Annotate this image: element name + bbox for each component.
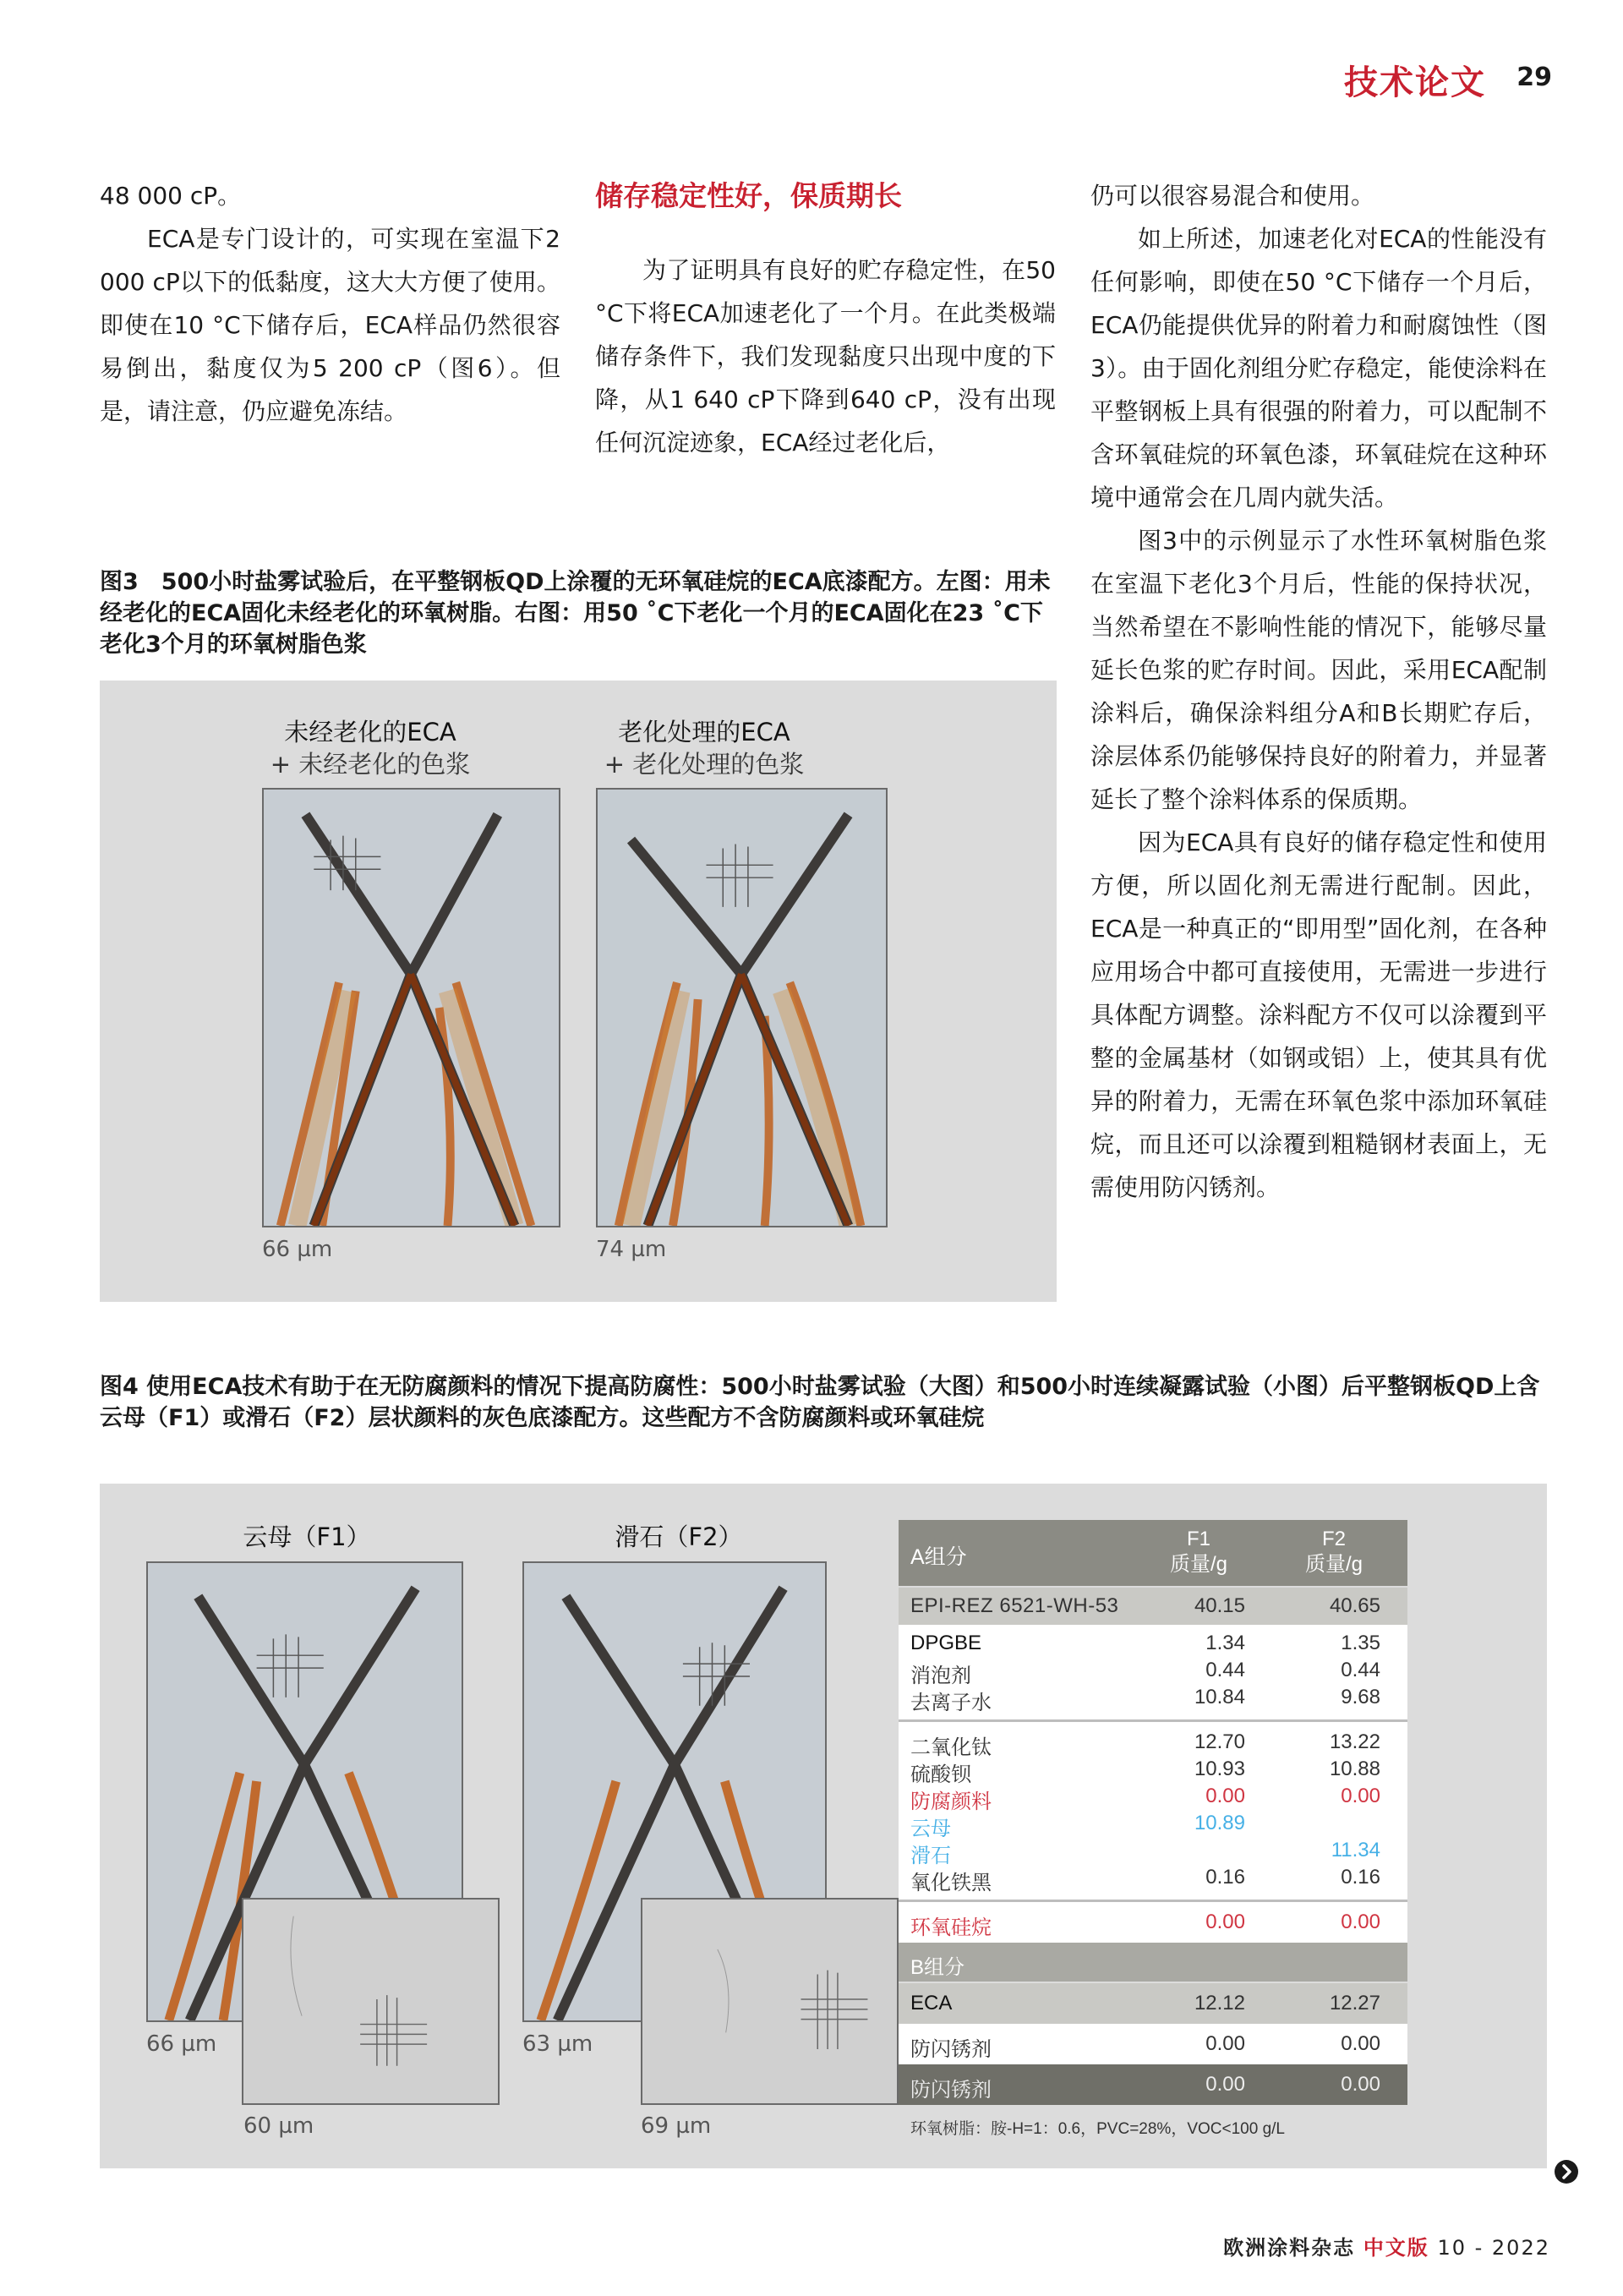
paragraph: 图3中的示例显示了水性环氧树脂色浆在室温下老化3个月后，性能的保持状况，当然希望在不影响性能的情况下，能够尽量延长色浆的贮存时间。因此，采用ECA配制涂料后，确保涂料组分A和B长期贮存后，涂层体系仍能够保持良好的附着力，并显著延长了整个涂料体系的保质期。: [1090, 527, 1547, 813]
footer: [1223, 2231, 1550, 2260]
column-f2: F2: [1321, 1528, 1346, 1550]
table-row: 消泡剂 0.44 0.44: [910, 1659, 1380, 1687]
table-row: EPI-REZ 6521-WH-53 40.15 40.65: [899, 1588, 1407, 1625]
column-unit: 质量/g: [1304, 1553, 1363, 1576]
condensation-panel-photo: [242, 1898, 500, 2105]
table-header-a: A组分: [910, 1545, 967, 1569]
column-3: [1090, 174, 1547, 1209]
section-title: 技术论文: [1344, 63, 1486, 102]
paragraph: ECA是专门设计的，可实现在室温下2 000 cP以下的低黏度，这大大方便了使用。即使在10 °C下储存后，ECA样品仍然很容易倒出，黏度仅为5 200 cP（图6）。但是，请注意，仍应避免冻结。: [100, 225, 560, 425]
figure-4-caption: 图4 使用ECA技术有助于在无防腐颜料的情况下提高防腐性：500小时盐雾试验（大图）和500小时连续凝露试验（小图）后平整钢板QD上含云母（F1）或滑石（F2）层状颜料的灰色底漆配方。这些配方不含防腐颜料或环氧硅烷: [100, 1374, 1540, 1431]
thickness-label: 60 µm: [243, 2113, 314, 2139]
figure-4-panel: [100, 1484, 1547, 2168]
column-1: [100, 174, 560, 433]
thickness-label: 69 µm: [641, 2113, 712, 2139]
condensation-panel-photo: [641, 1898, 899, 2105]
column-2: [595, 178, 1056, 464]
table-row: 防闪锈剂 0.00 0.00: [899, 2064, 1407, 2105]
corrosion-panel-photo: [262, 788, 560, 1227]
figure-3-right-label: 老化处理的ECA + 老化处理的色浆: [604, 718, 805, 779]
edition-label: 中文版: [1363, 2236, 1429, 2260]
table-group: [899, 1625, 1407, 1722]
paragraph: 如上所述，加速老化对ECA的性能没有任何影响，即使在50 °C下储存一个月后，ECA仍能提供优异的附着力和耐腐蚀性（图3）。由于固化剂组分贮存稳定，能使涂料在平整钢板上具有很强的附着力，可以配制不含环氧硅烷的环氧色漆，环氧硅烷在这种环境中通常会在几周内就失活。: [1090, 225, 1547, 511]
table-group: 二氧化钛 12.70 13.22 硫酸钡 10.93 10.88 防腐颜料 0.00 0.00 云母 10.89 滑石 11.34 氧化铁黑 0.16 0.16: [899, 1722, 1407, 1902]
formulation-table: [899, 1520, 1407, 2138]
paragraph: 因为ECA具有良好的储存稳定性和使用方便，所以固化剂无需进行配制。因此，ECA是一种真正的“即用型”固化剂，在各种应用场合中都可直接使用，无需进一步进行具体配方调整。涂料配方不仅可以涂覆到平整的金属基材（如钢或铝）上，使其具有优异的附着力，无需在环氧色浆中添加环氧硅烷，而且还可以涂覆到粗糙钢材表面上，无需使用防闪锈剂。: [1090, 828, 1547, 1201]
figure-3-panel: [100, 681, 1057, 1302]
table-header-b: B组分: [899, 1943, 1407, 1982]
thickness-label: 66 µm: [262, 1237, 333, 1262]
figure-4-f1-label: 云母（F1）: [243, 1522, 371, 1551]
thickness-label: 66 µm: [146, 2031, 217, 2057]
table-row: 环氧硅烷 0.00 0.00: [899, 1902, 1407, 1943]
column-f1: F1: [1186, 1528, 1210, 1550]
chevron-right-circle-icon[interactable]: [1554, 2159, 1579, 2184]
corrosion-panel-photo: [596, 788, 888, 1227]
figure-3-caption: 图3 500小时盐雾试验后，在平整钢板QD上涂覆的无环氧硅烷的ECA底漆配方。左图：用未经老化的ECA固化未经老化的环氧树脂。右图：用50 ˚C下老化一个月的ECA固化在23 ˚C下老化3个月的环氧树脂色浆: [100, 569, 1051, 658]
thickness-label: 74 µm: [596, 1237, 667, 1262]
issue-label: 10 - 2022: [1437, 2236, 1550, 2260]
section-heading: 储存稳定性好，保质期长: [595, 179, 902, 212]
paragraph: 仍可以很容易混合和使用。: [1090, 182, 1375, 210]
table-row: DPGBE 1.34 1.35: [910, 1632, 1380, 1654]
figure-3-left-label: 未经老化的ECA + 未经老化的色浆: [270, 718, 471, 779]
thickness-label: 63 µm: [522, 2031, 593, 2057]
table-row: 去离子水 10.84 9.68: [910, 1686, 1380, 1714]
paragraph: 为了证明具有良好的贮存稳定性，在50 °C下将ECA加速老化了一个月。在此类极端储存条件下，我们发现黏度只出现中度的下降，从1 640 cP下降到640 cP，没有出现任何沉淀迹象，ECA经过老化后，: [595, 256, 1056, 456]
magazine-name: 欧洲涂料杂志: [1223, 2236, 1356, 2260]
table-row: ECA 12.12 12.27: [899, 1983, 1407, 2024]
figure-4-f2-label: 滑石（F2）: [615, 1522, 743, 1551]
table-note: 环氧树脂：胺-H=1：0.6，PVC=28%，VOC<100 g/L: [910, 2120, 1285, 2138]
table-header: [899, 1520, 1407, 1586]
table-row: 防闪锈剂 0.00 0.00: [899, 2024, 1407, 2064]
paragraph: 48 000 cP。: [100, 182, 242, 210]
column-unit: 质量/g: [1169, 1553, 1227, 1576]
page-number: 29: [1516, 63, 1552, 92]
